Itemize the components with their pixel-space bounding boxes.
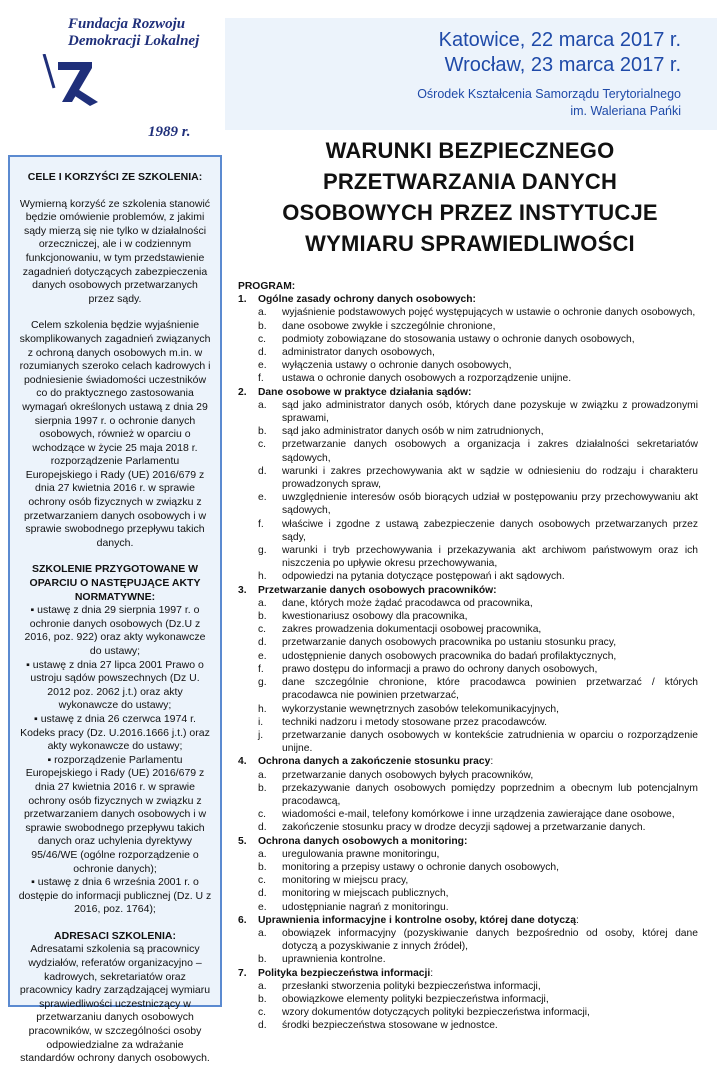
program-item-letter: c.: [258, 875, 267, 887]
program-section-title: Dane osobowe w praktyce działania sądów:: [258, 386, 472, 398]
program-item-letter: e.: [258, 492, 267, 504]
program-item-text: obowiązek informacyjny (pozyskiwanie danych bezpośrednio od osoby, której dane dotyczą a pozyskiwanie z innych źródeł),: [282, 927, 698, 953]
organizer-line-1: Ośrodek Kształcenia Samorządu Terytorialnego: [417, 87, 681, 101]
event-line-katowice: Katowice, 22 marca 2017 r.: [438, 29, 681, 51]
program-item-letter: e.: [258, 360, 267, 372]
program-item-text: wyjaśnienie podstawowych pojęć występujących w ustawie o ochronie danych osobowych,: [282, 307, 696, 319]
program-item-text: przetwarzanie danych osobowych pracownika po ustaniu stosunku pracy,: [282, 637, 617, 649]
program-item: [238, 650, 698, 663]
program-section: [238, 755, 698, 834]
program-item: [238, 636, 698, 649]
program-item-text: przetwarzanie danych osobowych a organizacja i zakres działalności sekretariatów sądowych,: [282, 439, 698, 464]
program-section-title-wrap: [258, 967, 433, 980]
program-section-title: Uprawnienia informacyjne i kontrolne osoby, której dane dotyczą: [258, 914, 576, 926]
program-item: [238, 346, 698, 359]
acts-list-item: ▪ ustawę z dnia 26 czerwca 1974 r. Kodeks pracy (Dz. U.2016.1666 j.t.) oraz akty wykonawcze do ustawy;: [18, 713, 212, 754]
goals-paragraph-1: Wymierną korzyść ze szkolenia stanowić będzie omówienie problemów, z jakimi sądy mierzą się nie tylko w działalności orzeczniczej, ale i w codziennym funkcjonowaniu, w tym przedstawienie zagadnień dotyczących zabezpieczenia danych osobowych przetwarzanych przez sądy.: [19, 197, 211, 305]
program-item-letter: d.: [258, 637, 267, 649]
program-item-text: przesłanki stworzenia polityki bezpieczeństwa informacji,: [282, 980, 541, 992]
title-line: WYMIARU SPRAWIEDLIWOŚCI: [305, 231, 635, 256]
logo-name-line-1: Fundacja Rozwoju: [68, 16, 186, 32]
program-section: [238, 386, 698, 584]
program-item-text: sąd jako administrator danych osób, których dane pozyskuje w związku z prowadzonymi sprawami,: [282, 399, 698, 425]
program-item: [238, 782, 698, 808]
program-item-letter: e.: [258, 650, 267, 662]
goals-heading: CELE I KORZYŚCI ZE SZKOLENIA:: [27, 171, 203, 183]
program-item-letter: f.: [258, 663, 264, 675]
program-item: [238, 993, 698, 1006]
program-item-letter: a.: [258, 980, 267, 992]
program-item-letter: g.: [258, 545, 267, 557]
program-item: [238, 518, 698, 544]
program-item-letter: h.: [258, 571, 267, 583]
program-section-number: 6.: [238, 914, 247, 926]
program-item: [238, 887, 698, 900]
program-section-title: Przetwarzanie danych osobowych pracowników:: [258, 584, 497, 596]
event-header: [225, 18, 717, 130]
program-item: [238, 610, 698, 623]
program-item: [238, 597, 698, 610]
program-section-title: Ochrona danych osobowych a monitoring:: [258, 835, 468, 847]
program-section-heading: [238, 835, 698, 848]
program-item: [238, 544, 698, 570]
program-item: [238, 663, 698, 676]
program-item-text: monitoring w miejscu pracy,: [282, 875, 409, 887]
foundation-logo: [18, 12, 218, 147]
program-item: [238, 769, 698, 782]
program-section-title-wrap: [258, 755, 493, 768]
program-item-letter: b.: [258, 993, 267, 1005]
program-item: [238, 808, 698, 821]
program-item: [238, 901, 698, 914]
audience-text: Adresatami szkolenia są pracownicy wydziałów, referatów organizacyjno – kadrowych, sekretariatów oraz pracownicy kadry zarządzającej wymiaru sprawiedliwości uczestniczący w przetwarzaniu danych osobowych pracowników, w szczególności osoby odpowiedzialne za wdrażanie standardów ochrony danych osobowych.: [19, 943, 211, 1065]
program-item: [238, 861, 698, 874]
acts-list-item: ▪ ustawę z dnia 6 września 2001 r. o dostępie do informacji publicznej (Dz. U z 2016, poz. 1764);: [18, 876, 212, 917]
program-section-number: 3.: [238, 584, 247, 596]
event-dates: [439, 28, 681, 78]
program-item-letter: b.: [258, 611, 267, 623]
program-item-letter: d.: [258, 888, 267, 900]
program-item-text: sąd jako administrator danych osób w nim zatrudnionych,: [282, 426, 544, 438]
program-section-number: 2.: [238, 386, 247, 398]
program-item: [238, 491, 698, 517]
program-section-title-wrap: [258, 293, 476, 306]
program-item-text: przetwarzanie danych osobowych w kontekście zatrudnienia w oparciu o rozporządzenie unijne.: [282, 729, 698, 755]
program-item: [238, 1006, 698, 1019]
program-section-title-wrap: [258, 386, 471, 399]
event-line-wroclaw: Wrocław, 23 marca 2017 r.: [444, 54, 681, 76]
program-section-number: 5.: [238, 835, 247, 847]
title-line: PRZETWARZANIA DANYCH: [322, 169, 618, 194]
program-item-letter: a.: [258, 307, 267, 319]
program-item-letter: c.: [258, 809, 267, 821]
program-item-letter: f.: [258, 373, 264, 385]
program-section-title-wrap: [258, 914, 579, 927]
program-item-text: administrator danych osobowych,: [282, 347, 435, 359]
program-section-heading: [238, 584, 698, 597]
program-item-letter: b.: [258, 320, 267, 332]
audience-heading: ADRESACI SZKOLENIA:: [54, 929, 176, 942]
acts-list-item: ▪ rozporządzenie Parlamentu Europejskiego i Rady (UE) 2016/679 z dnia 27 kwietnia 2016 r. w sprawie ochrony osób fizycznych w związku z przetwarzaniem danych osobowych i w sprawie swobodnego przepływu takich danych oraz uchylenia dyrektywy 95/46/WE (ogólne rozporządzenie o ochronie danych);: [18, 754, 212, 876]
program-section-title-wrap: [258, 584, 497, 597]
program-item: [238, 570, 698, 583]
program-section: [238, 584, 698, 756]
program-item-text: uregulowania prawne monitoringu,: [282, 848, 440, 860]
program-item-letter: b.: [258, 954, 267, 966]
program-item-letter: h.: [258, 703, 267, 715]
program-item: [238, 927, 698, 953]
program-section-title: Ochrona danych a zakończenie stosunku pracy: [258, 756, 491, 768]
acts-list-item: ▪ ustawę z dnia 27 lipca 2001 Prawo o ustroju sądów powszechnych (Dz U. 2012 poz. 2062 j.t.) oraz akty wykonawcze do ustawy;: [18, 659, 212, 713]
program-item-text: udostępnianie nagrań z monitoringu.: [282, 901, 449, 913]
program-item-letter: c.: [258, 1007, 267, 1019]
program-item-text: dane osobowe zwykłe i szczególnie chronione,: [282, 320, 496, 332]
program-item-letter: c.: [258, 624, 267, 636]
program-section-heading: [238, 755, 698, 768]
program-item-letter: b.: [258, 426, 267, 438]
program-item: [238, 320, 698, 333]
program-section-title-suffix: :: [490, 756, 494, 768]
program-item-text: monitoring a przepisy ustawy o ochronie danych osobowych,: [282, 861, 560, 873]
program-item-letter: a.: [258, 927, 267, 939]
program-item: [238, 399, 698, 425]
program-item: [238, 874, 698, 887]
program-item-letter: a.: [258, 399, 267, 411]
program-section-title: Polityka bezpieczeństwa informacji: [258, 967, 431, 979]
program-section-title: Ogólne zasady ochrony danych osobowych:: [258, 294, 476, 306]
program-section-heading: [238, 293, 698, 306]
info-sidebar: [8, 155, 222, 1065]
program-item-letter: d.: [258, 347, 267, 359]
program-section-title-wrap: [258, 835, 467, 848]
program-section-heading: [238, 967, 698, 980]
document-title: [240, 135, 700, 259]
program-item: [238, 306, 698, 319]
program-item: [238, 980, 698, 993]
program-item: [238, 438, 698, 464]
program-item: [238, 848, 698, 861]
program-item-text: wyłączenia ustawy o ochronie danych osobowych,: [282, 360, 512, 372]
program-item-text: podmioty zobowiązane do stosowania ustawy o ochronie danych osobowych,: [282, 333, 635, 345]
program-item-letter: e.: [258, 901, 267, 913]
program-item: [238, 359, 698, 372]
program-item-text: odpowiedzi na pytania dotyczące postępowań i akt sądowych.: [282, 571, 565, 583]
program-item: [238, 821, 698, 834]
program-item-text: uprawnienia kontrolne.: [282, 954, 386, 966]
program-item-letter: a.: [258, 597, 267, 609]
program-item-text: udostępnienie danych osobowych pracownika do badań profilaktycznych,: [282, 650, 617, 662]
acts-heading: SZKOLENIE PRZYGOTOWANE W OPARCIU O NASTĘPUJĄCE AKTY NORMATYWNE:: [29, 563, 201, 603]
program-item-text: prawo dostępu do informacji a prawo do ochrony danych osobowych,: [282, 663, 598, 675]
program-label: PROGRAM:: [238, 281, 296, 292]
program-item-text: właściwe i zgodne z ustawą zabezpieczenie danych osobowych przetwarzanych przez sądy,: [282, 518, 698, 543]
logo-year: 1989 r.: [148, 124, 191, 140]
program-item-text: monitoring w miejscach publicznych,: [282, 888, 449, 900]
program-item: [238, 333, 698, 346]
program-item: [238, 703, 698, 716]
program-item: [238, 1019, 698, 1032]
title-line: WARUNKI BEZPIECZNEGO: [325, 138, 615, 163]
program-item: [238, 623, 698, 636]
program-item-letter: c.: [258, 333, 267, 345]
program-item-text: dane, których może żądać pracodawca od pracownika,: [282, 597, 533, 609]
program-item: [238, 676, 698, 702]
program-item-text: przekazywanie danych osobowych pomiędzy poprzednim a obecnym lub potencjalnym pracodawcą,: [282, 782, 698, 807]
program-item-letter: a.: [258, 848, 267, 860]
acts-list: [18, 604, 212, 917]
program-section-heading: [238, 914, 698, 927]
title-line: OSOBOWYCH PRZEZ INSTYTUCJE: [282, 200, 658, 225]
program-section: [238, 293, 698, 385]
program-item-letter: d.: [258, 822, 267, 834]
organizer: [417, 86, 681, 120]
program-item: [238, 716, 698, 729]
program-item-letter: f.: [258, 518, 264, 530]
goals-paragraph-2: Celem szkolenia będzie wyjaśnienie skomplikowanych zagadnień związanych z ochroną danych osobowych m.in. w rozumianych szeroko celach kadrowych i podniesienie świadomości uczestników co do praktycznego zastosowania wymagań określonych ustawą z dnia 29 sierpnia 1997 r. o ochronie danych osobowych, również w oparciu o wchodzące w życie 25 maja 2018 r. rozporządzenie Parlamentu Europejskiego i Rady (UE) 2016/679 z dnia 27 kwietnia 2016 r. w sprawie ochrony osób fizycznych w związku z przetwarzaniem danych osobowych i w sprawie swobodnego przepływu takich danych.: [19, 319, 211, 549]
program-item-letter: b.: [258, 861, 267, 873]
program-item-text: obowiązkowe elementy polityki bezpieczeństwa informacji,: [282, 993, 549, 1005]
program-item-text: ustawa o ochronie danych osobowych a rozporządzenie unijne.: [282, 373, 572, 385]
program-item: [238, 465, 698, 491]
program-item-letter: d.: [258, 465, 267, 477]
program-section-heading: [238, 386, 698, 399]
program-item-text: kwestionariusz osobowy dla pracownika,: [282, 611, 468, 623]
program-item-letter: c.: [258, 439, 267, 451]
program-item-text: zakres prowadzenia dokumentacji osobowej pracownika,: [282, 624, 542, 636]
program-item-letter: a.: [258, 769, 267, 781]
program-item-text: wzory dokumentów dotyczących polityki bezpieczeństwa informacji,: [282, 1007, 590, 1019]
program-section: [238, 967, 698, 1033]
program-item-text: warunki i tryb przechowywania i przekazywania akt archiwom państwowym oraz ich niszczenia po upływie okresu przechowywania,: [282, 545, 698, 570]
program-section-title-suffix: :: [575, 914, 579, 926]
logo-figure-icon: [40, 54, 130, 109]
program-item-text: techniki nadzoru i metody stosowane przez pracodawców.: [282, 716, 547, 728]
program-item-text: uwzględnienie interesów osób biorących udział w postępowaniu przy przechowywaniu akt sądowych,: [282, 492, 698, 517]
program-item-text: wiadomości e-mail, telefony komórkowe i inne urządzenia zawierające dane osobowe,: [282, 809, 675, 821]
program-item-letter: d.: [258, 1020, 267, 1032]
program-section-number: 7.: [238, 967, 247, 979]
program-section: [238, 914, 698, 967]
program-item: [238, 729, 698, 755]
acts-list-item: ▪ ustawę z dnia 29 sierpnia 1997 r. o ochronie danych osobowych (Dz.U z 2016, poz. 922) oraz akty wykonawcze do ustawy;: [18, 604, 212, 658]
logo-name: [68, 16, 199, 50]
program-section-number: 4.: [238, 756, 247, 768]
logo-name-line-2: Demokracji Lokalnej: [68, 33, 200, 49]
program-sections: [238, 293, 698, 1032]
program-item: [238, 372, 698, 385]
program-section-title-suffix: :: [430, 967, 434, 979]
program-item-letter: g.: [258, 677, 267, 689]
program-item: [238, 953, 698, 966]
program-item-letter: b.: [258, 782, 267, 794]
program-item-text: wykorzystanie wewnętrznych zasobów telekomunikacyjnych,: [282, 703, 559, 715]
program-item-text: środki bezpieczeństwa stosowane w jednostce.: [282, 1020, 498, 1032]
program-section-number: 1.: [238, 294, 247, 306]
program-item-text: zakończenie stosunku pracy w drodze decyzji sądowej a przetwarzanie danych.: [282, 822, 646, 834]
program: [238, 280, 698, 1033]
program-item-text: warunki i zakres przechowywania akt w sądzie w odniesieniu do rodzaju i charakteru prowadzonych spraw,: [282, 465, 698, 491]
organizer-line-2: im. Waleriana Pańki: [570, 104, 681, 118]
program-section: [238, 835, 698, 914]
program-item-letter: j.: [258, 729, 264, 741]
program-item-text: przetwarzanie danych osobowych byłych pracowników,: [282, 769, 534, 781]
program-item: [238, 425, 698, 438]
program-item-letter: i.: [258, 716, 264, 728]
program-item-text: dane szczególnie chronione, które pracodawca powinien przetwarzać / których pracodawca nie powinien przetwarzać,: [282, 677, 698, 702]
